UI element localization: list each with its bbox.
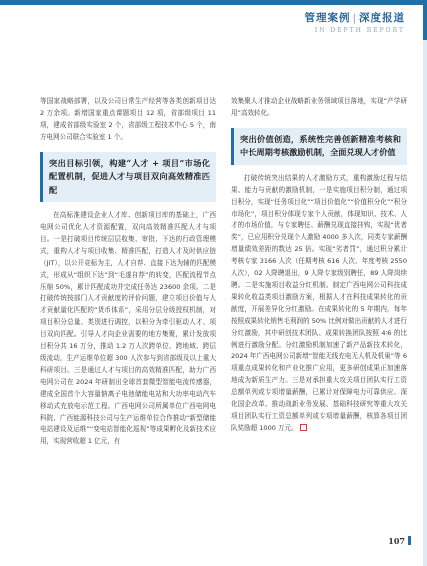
header-subtitle: IN DEPTH REPORT [314, 27, 405, 34]
header-separator: | [352, 12, 357, 24]
header-section: 管理案例 [304, 12, 351, 24]
side-accent-rule [423, 0, 427, 566]
page-number [388, 536, 411, 546]
right-section-heading: 突出价值创造，系统性完善创新精准考核和中长周期考核激励机制，全面兑现人才价值 [231, 128, 407, 165]
page-header [304, 10, 405, 34]
header-column: 深度报道 [359, 12, 405, 24]
left-column [40, 96, 216, 448]
page-number-bar-icon [408, 536, 411, 545]
header-title [304, 10, 405, 25]
header-accent-bar [0, 0, 427, 5]
right-column [231, 96, 407, 435]
right-paragraph-1: 效集聚人才推动企业战略新业务领域项目落地，实现“产学研用”高效转化。 [231, 97, 407, 117]
right-paragraph-2 [231, 173, 407, 435]
left-paragraph-2: 在高标准建设企业人才库、创新项目库的基础上，广西电网公司优化人才资源配置，双向高效精准匹配人才与项目。一是打破项目传统层层收集、审批、下达的行政管理模式，重构人才与项目收集、精准匹配，打造人才及时供应链（JIT），以公开竞标为主，人才自荐、直接下达为辅的匹配模式，形成从“组织下达”到“毛遂自荐”的转变，匹配流程节点压缩 50%，累计匹配成功并完成任务达 23600 余项。二是打破传统按部门人才贡献度的评价问题，建立项目价值与人才贡献量化匹配的“货币体系”，采用分层分级授权机制，对项目积分总量、类别进行调控，以积分为牵引驱动人才、项目双向匹配。引导人才向企业需要的地方集聚，累计发放项目积分共 16 万分，推动 1.2 万人次跨单位、跨地域、跨层级流动，生产运维单位超 300 人次参与到省部级及以上重大科研项目。三是通过人才与项目的高效精准匹配，助力广西电网公司在 2024 年研制出全球首套微型智能电流传感器，建成全国首个大容量钠离子电池储能电站和大功率电动汽车移动式充放电示范工程。广西电网公司所属单位广西电网电科院、广西能源科技公司与生产运维单位合作推动“新型储能电站建设及运维”“变电站智能化巡视”等成果孵化及新技术应用，实现营收超 1 亿元，有 [40, 211, 216, 446]
article-end-icon [300, 424, 307, 431]
page-number-text: 107 [388, 536, 405, 546]
right-paragraph-2-text: 打破传统突出结果的人才激励方式，重构激励过程与结果、能力与贡献的激励机制，一是实施项目积分制，通过项目积分，实现“任务项目化”“项目价值化”“价值积分化”“积分市场化”，项目积分体现专家个人贡献，体现知识、技术、人才的市场价值，与专家聘任、薪酬兑现直接挂钩，实现“优者奖”，已应用积分兑现个人激励 4000 多人次，同类专家薪酬增量绩效差距的数达 25 倍。实现“劣者罚”，通过积分累计考核专家 3166 人次（任期考核 616 人次、年度考核 2550 人次），02 人降聘退出，9 人降专家级别聘任，89 人降岗续聘。二是实施项目收益分红机制。制定广西电网公司科技成果转化收益类项目激励方案，根据人才在科技成果转化的贡献度，开展差异化分红激励。在成果转化的 5 年期内，每年按照成果转化销售毛利润的 50% 比例对做出贡献的人才进行分红激励，其中研创技术团队、成果转换团队按照 4∶6 的比例进行激励分配。分红激励机制加速了新产品新技术转化，2024 年广西电网公司新增“智能无线充电无人机及机巢”等 6 项重点成果转化和产业化推广应用，更多研创成果正加速落地成为新质生产力。三是对承担重大攻关项目团队实行工资总额单列或专项增量薪酬，已累计对保障电力可靠供应、深化国企改革、推动战新业务发展、基础科技研究等重大攻关项目团队实行工资总额单列或专项增量薪酬，核算各项目团队奖励超 1000 万元。 [231, 173, 407, 432]
left-paragraph-1: 等国家战略部署，以及公司日常生产经营等各类创新项目达 2 万余项。新增国家重点课题项目 12 项，省部级项目 11 项，建成省部级实验室 2 个，省部级工程技术中心 5 个，南方电网公司联合实验室 1 个。 [40, 97, 216, 141]
left-section-heading: 突出目标引领，构建“人才 + 项目”市场化配置机制，促进人才与项目双向高效精准匹配 [40, 152, 216, 203]
